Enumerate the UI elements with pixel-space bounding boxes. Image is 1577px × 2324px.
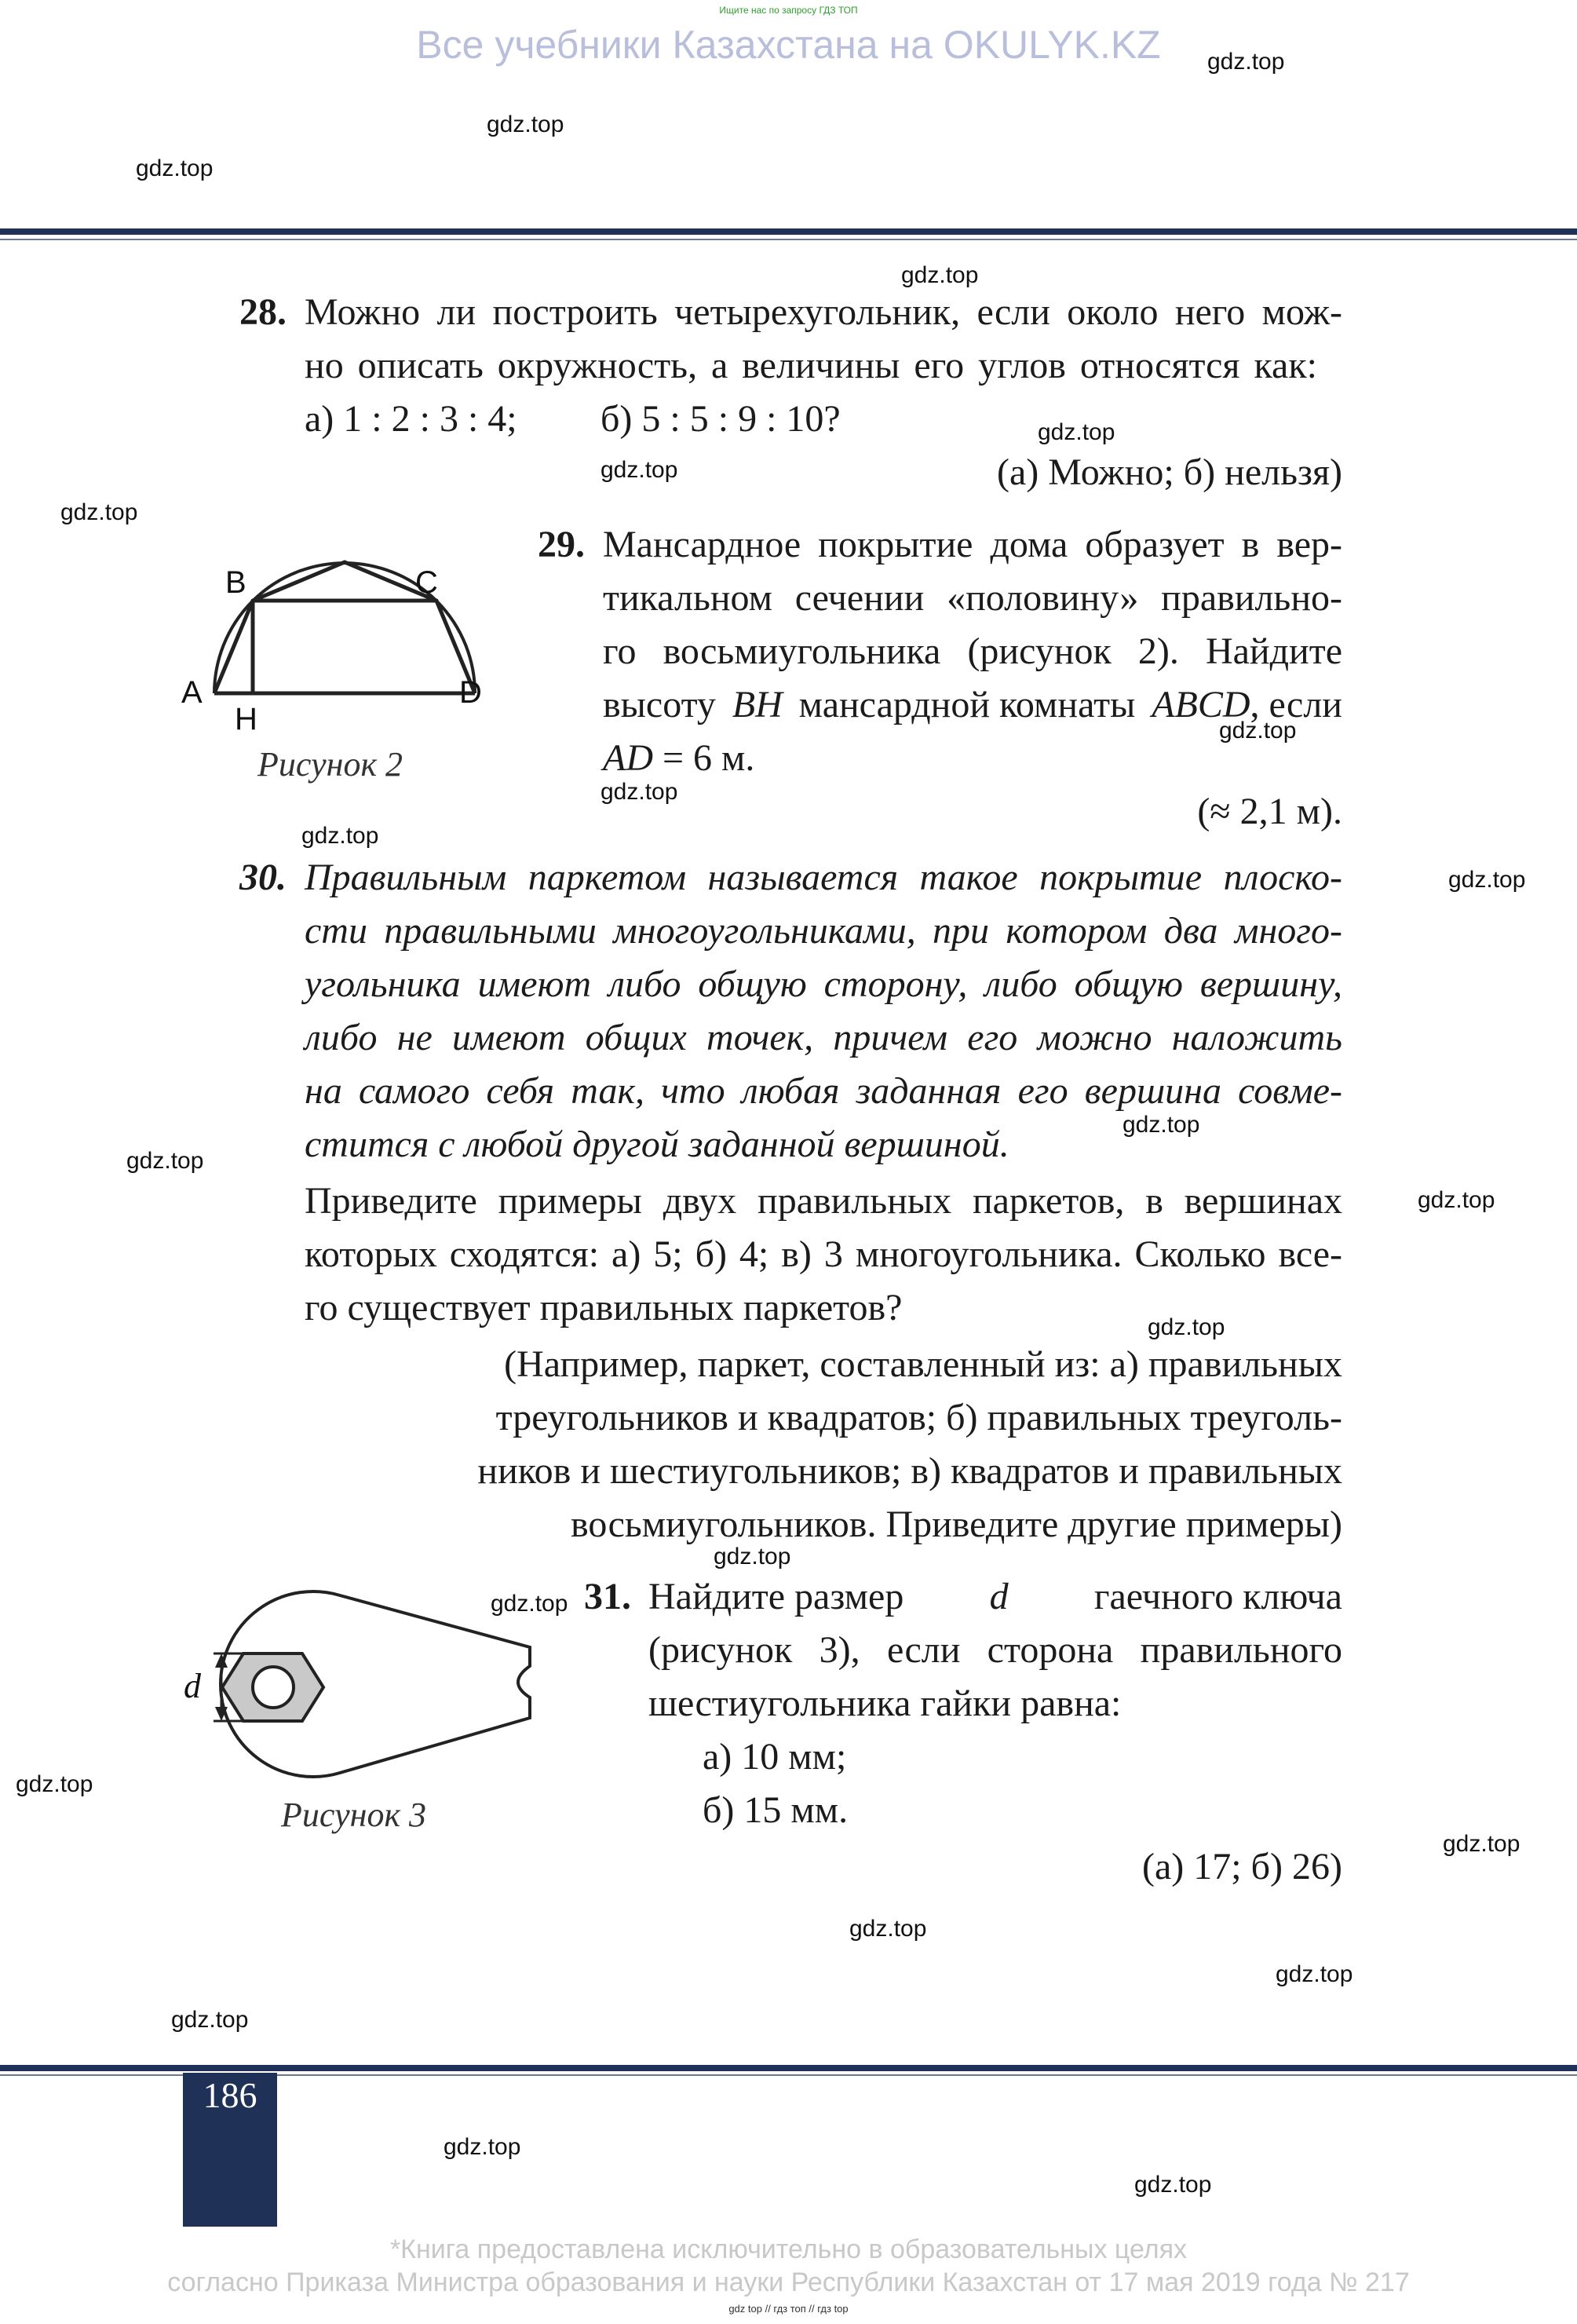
text-span: = 6 м. xyxy=(652,737,755,779)
watermark: gdz.top xyxy=(136,155,214,181)
watermark: gdz.top xyxy=(444,2134,521,2160)
watermark: gdz.top xyxy=(1443,1831,1520,1857)
problem-28-line: Можно ли построить четырехугольник, если около него мож- xyxy=(305,291,1342,333)
text-span xyxy=(1152,678,1342,732)
problem-30-answer-line: восьмиугольников. Приведите другие примеры) xyxy=(571,1504,1342,1545)
problem-30-answer-line: ников и шестиугольников; в) квадратов и правильных xyxy=(477,1450,1342,1492)
problem-31-option-b: б) 15 мм. xyxy=(703,1789,849,1831)
watermark: gdz.top xyxy=(849,1916,927,1942)
problem-29-number: 29. xyxy=(538,524,585,565)
vertex-label-a: A xyxy=(181,675,203,710)
parquet-definition-line: стится с любой другой заданной вершиной. xyxy=(305,1124,1009,1165)
problem-29-line: го восьмиугольника (рисунок 2). Найдите xyxy=(603,630,1342,672)
watermark: gdz.top xyxy=(1219,718,1297,744)
parquet-definition-line: угольника имеют либо общую сторону, либо общую вершину, xyxy=(305,963,1342,1005)
problem-30-task-line: которых сходятся: а) 5; б) 4; в) 3 многоугольника. Сколько все- xyxy=(305,1233,1342,1275)
parquet-definition-line: сти правильными многоугольниками, при котором два много- xyxy=(305,910,1342,952)
problem-28-option-b: б) 5 : 5 : 9 : 10? xyxy=(601,398,841,440)
segment-bh: BH xyxy=(732,684,783,725)
watermark: gdz.top xyxy=(1448,867,1526,893)
problem-30-task-line: го существует правильных паркетов? xyxy=(305,1287,903,1328)
top-divider-thin xyxy=(0,239,1577,240)
bottom-divider xyxy=(0,2065,1577,2071)
problem-28-answer: (а) Можно; б) нельзя) xyxy=(996,451,1342,493)
variable-d: d xyxy=(989,1576,1009,1617)
figure-3-wrench-diagram xyxy=(173,1578,542,1790)
watermark: gdz.top xyxy=(1207,49,1285,75)
figure-2-caption: Рисунок 2 xyxy=(257,745,403,784)
problem-31-line: шестиугольника гайки равна: xyxy=(648,1683,1122,1724)
problem-29-line xyxy=(603,678,1342,732)
watermark: gdz.top xyxy=(601,779,678,805)
watermark: gdz.top xyxy=(491,1591,568,1617)
watermark: gdz.top xyxy=(714,1544,791,1569)
text-span: Найдите размер xyxy=(648,1576,904,1617)
problem-31-line xyxy=(648,1570,1342,1624)
figure-3-caption: Рисунок 3 xyxy=(281,1796,427,1834)
dimension-label-d: d xyxy=(184,1667,201,1705)
search-hint-note: Ищите нас по запросу ГДЗ ТОП xyxy=(719,5,858,16)
problem-29-line: Мансардное покрытие дома образует в вер- xyxy=(603,524,1342,565)
watermark: gdz.top xyxy=(16,1771,93,1797)
watermark: gdz.top xyxy=(1148,1314,1225,1340)
vertex-label-h: H xyxy=(235,702,257,736)
watermark: gdz.top xyxy=(1134,2172,1212,2198)
site-title[interactable]: Все учебники Казахстана на OKULYK.KZ xyxy=(416,23,1161,67)
problem-30-answer-line: (Например, паркет, составленный из: а) правильных xyxy=(504,1343,1342,1385)
quadrilateral-abcd: ABCD xyxy=(1152,684,1250,725)
problem-29-line xyxy=(603,732,754,785)
parquet-definition-line: Правильным паркетом называется такое покрытие плоско- xyxy=(305,857,1342,898)
footer-watermark: gdz top // гдз топ // гдз top xyxy=(728,2303,849,2315)
text-span: высоту xyxy=(603,684,716,725)
text-span: гаечного ключа xyxy=(1093,1576,1342,1617)
watermark: gdz.top xyxy=(901,262,979,288)
parquet-definition-line: на самого себя так, что любая заданная его вершина совме- xyxy=(305,1070,1342,1112)
problem-28-number: 28. xyxy=(239,291,287,333)
watermark: gdz.top xyxy=(1276,1961,1353,1987)
watermark: gdz.top xyxy=(601,457,678,483)
watermark: gdz.top xyxy=(1418,1187,1495,1213)
top-divider xyxy=(0,228,1577,235)
problem-29-answer: (≈ 2,1 м). xyxy=(1197,791,1342,832)
problem-30-number: 30. xyxy=(239,857,287,898)
vertex-label-d: D xyxy=(459,675,482,710)
watermark: gdz.top xyxy=(126,1148,204,1174)
watermark: gdz.top xyxy=(1123,1112,1200,1138)
watermark: gdz.top xyxy=(487,111,564,137)
problem-30-task-line: Приведите примеры двух правильных паркетов, в вершинах xyxy=(305,1180,1342,1222)
problem-30-answer-line: треугольников и квадратов; б) правильных треуголь- xyxy=(495,1397,1342,1438)
problem-31-option-a: а) 10 мм; xyxy=(703,1736,847,1778)
problem-28-line: но описать окружность, а величины его углов относятся как: xyxy=(305,345,1317,386)
footer-disclaimer: *Книга предоставлена исключительно в образовательных целях xyxy=(389,2234,1188,2264)
figure-2-mansard-diagram xyxy=(177,554,506,742)
problem-29-line: тикальном сечении «половину» правильно- xyxy=(603,577,1342,619)
problem-28-option-a: а) 1 : 2 : 3 : 4; xyxy=(305,398,517,440)
text-span: мансардной комнаты xyxy=(798,684,1136,725)
vertex-label-c: C xyxy=(415,565,438,600)
page-number: 186 xyxy=(203,2075,257,2115)
text-span: , если xyxy=(1250,684,1342,725)
segment-ad: AD xyxy=(603,737,653,779)
vertex-label-b: B xyxy=(225,565,246,600)
problem-31-line: (рисунок 3), если сторона правильного xyxy=(648,1629,1342,1671)
watermark: gdz.top xyxy=(1038,419,1115,445)
watermark: gdz.top xyxy=(171,2007,249,2033)
problem-31-answer: (а) 17; б) 26) xyxy=(1142,1846,1342,1887)
watermark: gdz.top xyxy=(301,823,379,849)
watermark: gdz.top xyxy=(60,499,138,525)
parquet-definition-line: либо не имеют общих точек, причем его можно наложить xyxy=(305,1017,1342,1058)
footer-order-reference: согласно Приказа Министра образования и науки Республики Казахстан от 17 мая 2019 года № 217 xyxy=(167,2267,1410,2297)
problem-31-number: 31. xyxy=(584,1576,631,1617)
